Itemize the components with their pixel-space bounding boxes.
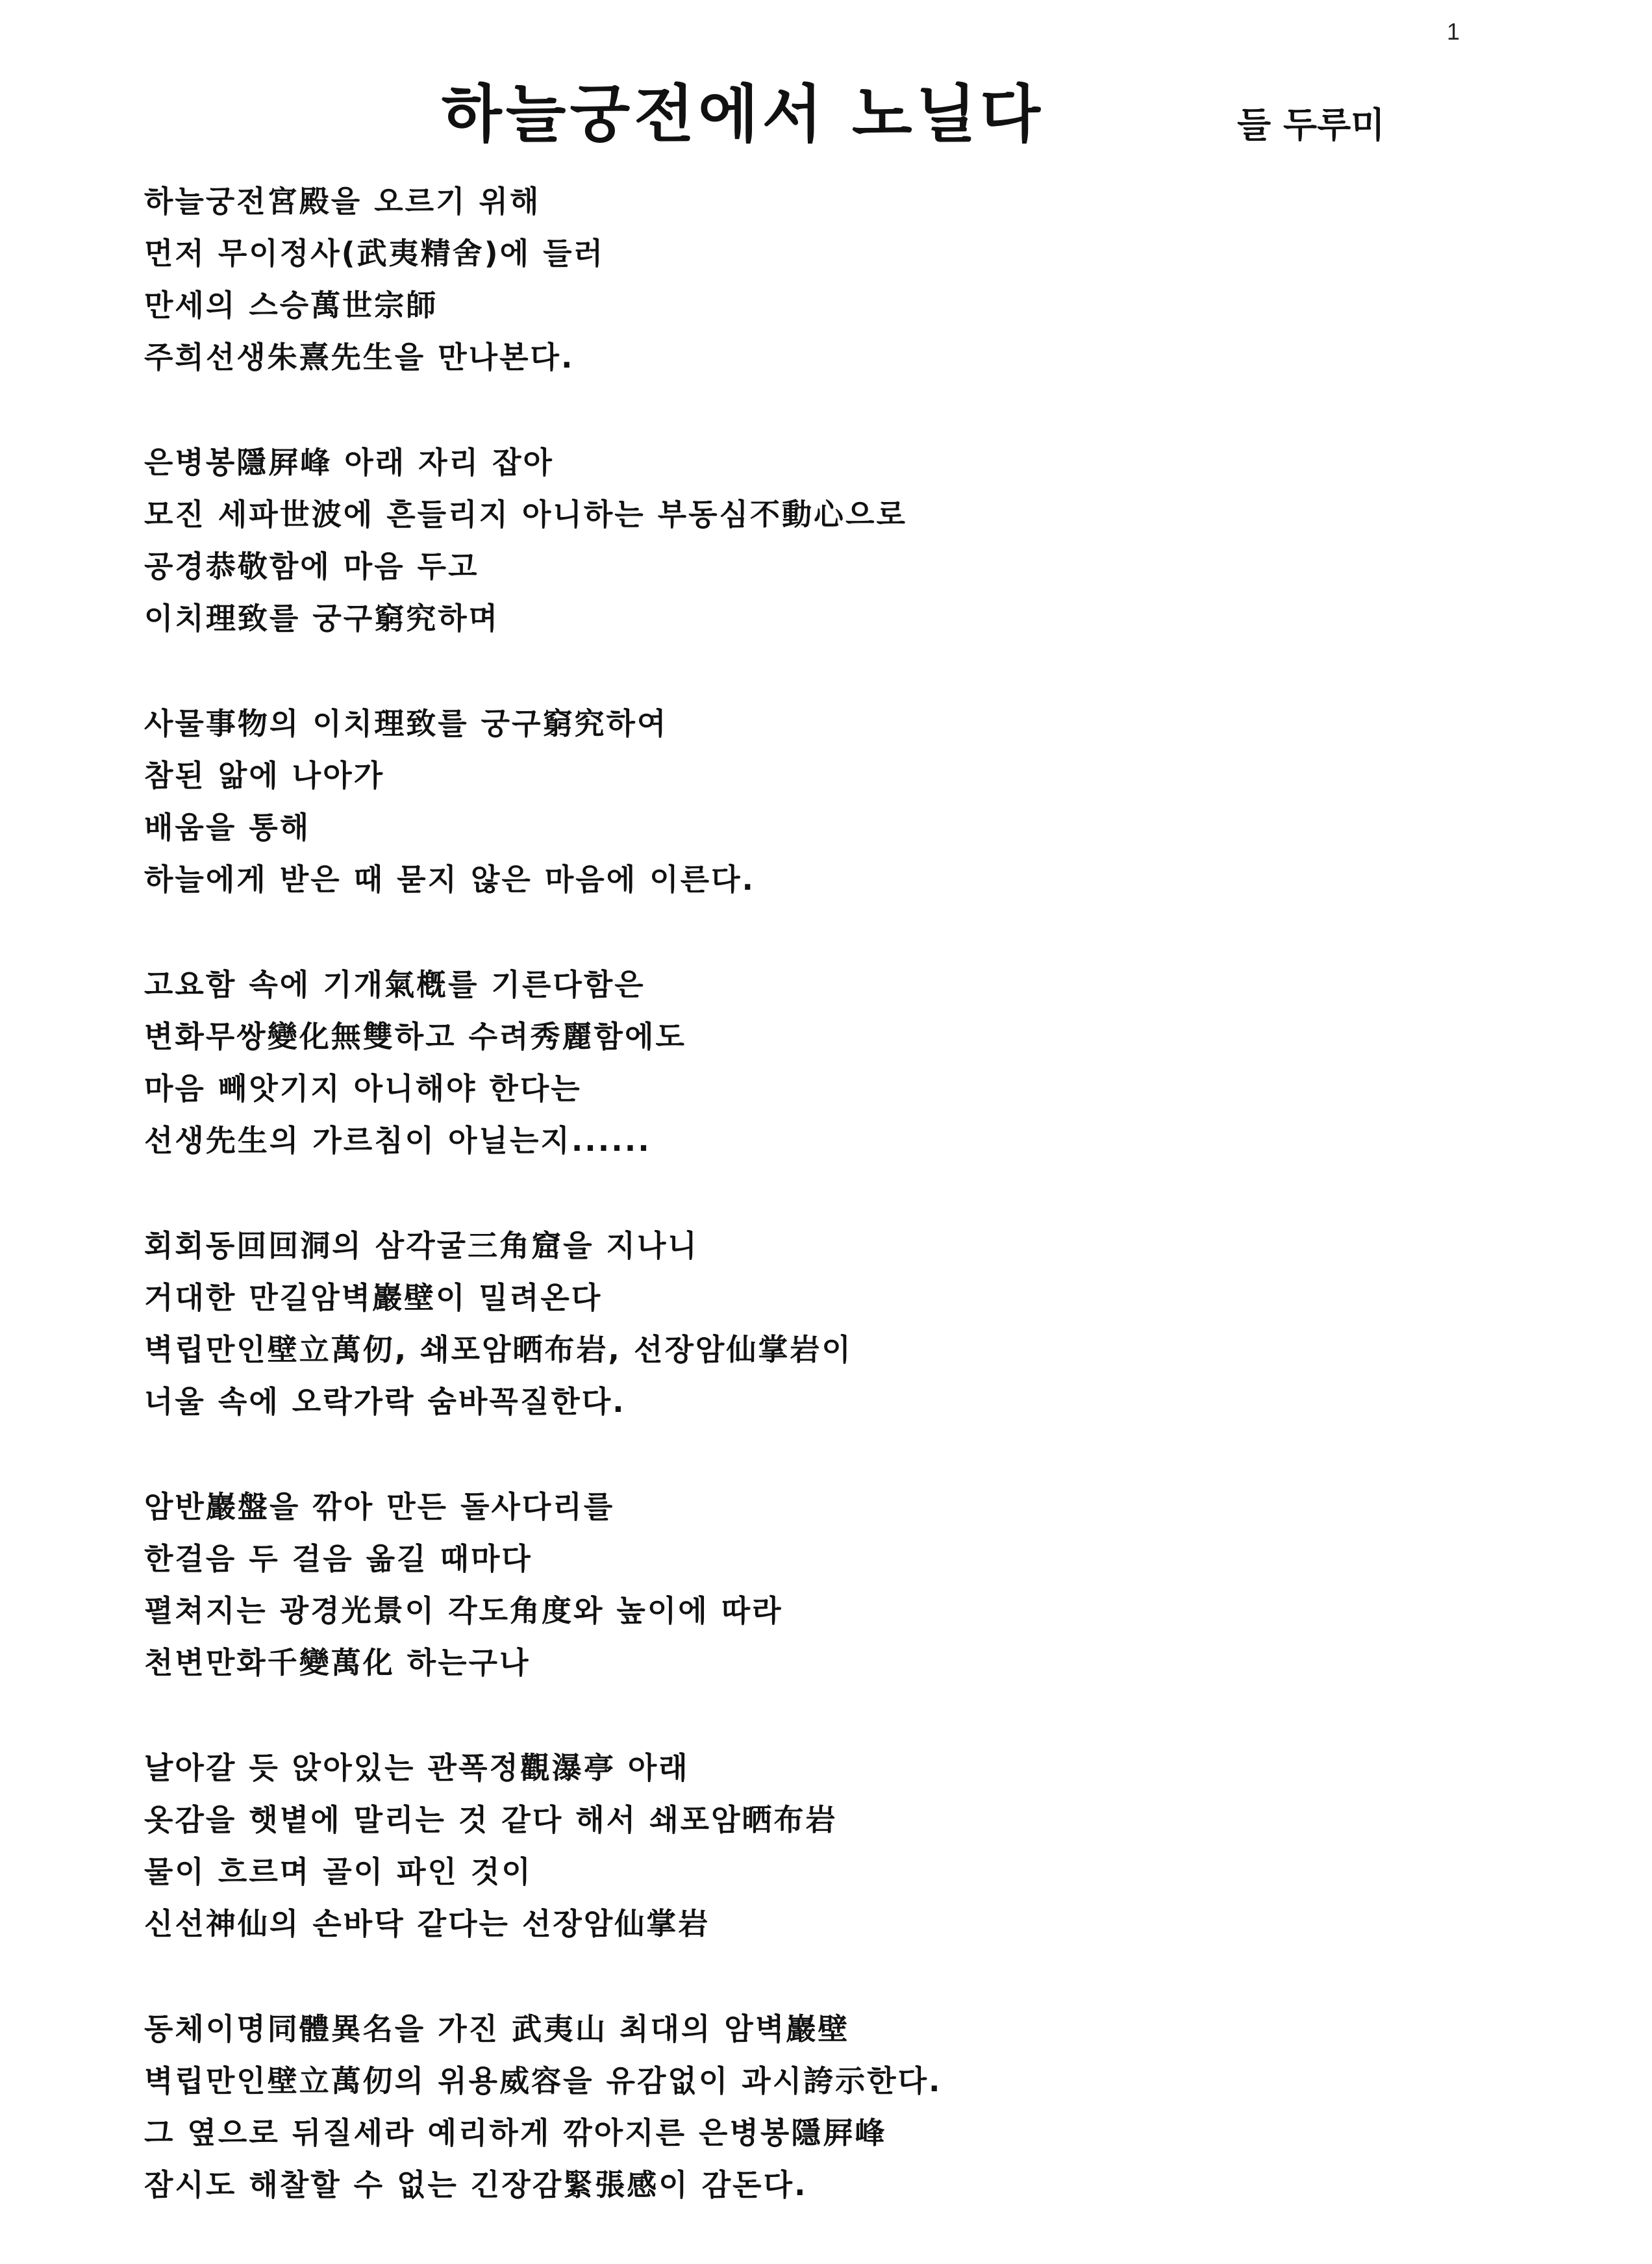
poem-line: 한걸음 두 걸음 옮길 때마다 xyxy=(144,1541,532,1576)
poem-line: 너울 속에 오락가락 숨바꼭질한다. xyxy=(144,1384,626,1419)
poem-line: 마음 빼앗기지 아니해야 한다는 xyxy=(144,1071,582,1106)
stanza-8 xyxy=(144,2003,1573,2211)
stanza-7 xyxy=(144,1742,1573,1950)
poem-line: 천변만화千變萬化 하는구나 xyxy=(144,1645,531,1680)
poem-line: 이치理致를 궁구窮究하며 xyxy=(144,601,500,636)
poem-line: 배움을 통해 xyxy=(144,810,311,845)
poem-line: 모진 세파世波에 흔들리지 아니하는 부동심不動心으로 xyxy=(144,497,907,532)
stanza-2 xyxy=(144,436,1573,644)
poem-line: 사물事物의 이치理致를 궁구窮究하여 xyxy=(144,706,668,741)
poem-line: 벽립만인壁立萬仞, 쇄포암晒布岩, 선장암仙掌岩이 xyxy=(144,1332,853,1367)
poem-line: 벽립만인壁立萬仞의 위용威容을 유감없이 과시誇示한다. xyxy=(144,2063,942,2098)
poem-line: 참된 앎에 나아가 xyxy=(144,758,385,793)
poem-line: 주희선생朱熹先生을 만나본다. xyxy=(144,340,575,375)
poem-line: 옷감을 햇볕에 말리는 것 같다 해서 쇄포암晒布岩 xyxy=(144,1802,838,1837)
poem-line: 하늘궁전宮殿을 오르기 위해 xyxy=(144,184,541,219)
poem-line: 변화무쌍變化無雙하고 수려秀麗함에도 xyxy=(144,1019,686,1054)
poem-line: 암반巖盤을 깎아 만든 돌사다리를 xyxy=(144,1489,615,1524)
poem-line: 잠시도 해찰할 수 없는 긴장감緊張感이 감돈다. xyxy=(144,2167,808,2202)
stanza-3 xyxy=(144,698,1573,905)
poem-line: 회회동回回洞의 삼각굴三角窟을 지나니 xyxy=(144,1228,699,1263)
stanza-6 xyxy=(144,1481,1573,1689)
stanza-4 xyxy=(144,959,1573,1166)
poem-line: 은병봉隱屛峰 아래 자리 잡아 xyxy=(144,445,554,480)
poem-body xyxy=(144,175,1573,2264)
stanza-1 xyxy=(144,175,1573,383)
poem-line: 날아갈 듯 앉아있는 관폭정觀瀑亭 아래 xyxy=(144,1750,690,1785)
poem-line: 그 옆으로 뒤질세라 예리하게 깎아지른 은병봉隱屛峰 xyxy=(144,2115,887,2150)
poem-line: 만세의 스승萬世宗師 xyxy=(144,288,438,323)
poem-line: 먼저 무이정사(武夷精舍)에 들러 xyxy=(144,236,605,271)
poem-line: 공경恭敬함에 마음 두고 xyxy=(144,549,479,584)
stanza-5 xyxy=(144,1220,1573,1428)
poem-title: 하늘궁전에서 노닐다 xyxy=(442,78,1045,151)
poem-line: 물이 흐르며 골이 파인 것이 xyxy=(144,1854,532,1889)
page-number: 1 xyxy=(1447,18,1460,45)
poem-line: 펼쳐지는 광경光景이 각도角度와 높이에 따라 xyxy=(144,1593,783,1628)
poem-line: 고요함 속에 기개氣槪를 기른다함은 xyxy=(144,967,645,1002)
poem-line: 하늘에게 받은 때 묻지 않은 마음에 이른다. xyxy=(144,862,755,897)
poem-line: 신선神仙의 손바닥 같다는 선장암仙掌岩 xyxy=(144,1906,710,1941)
poem-line: 동체이명同體異名을 가진 武夷山 최대의 암벽巖壁 xyxy=(144,2011,850,2046)
poem-author: 들 두루미 xyxy=(1237,105,1385,145)
poem-line: 선생先生의 가르침이 아닐는지...... xyxy=(144,1123,651,1158)
poem-line: 거대한 만길암벽巖壁이 밀려온다 xyxy=(144,1280,603,1315)
